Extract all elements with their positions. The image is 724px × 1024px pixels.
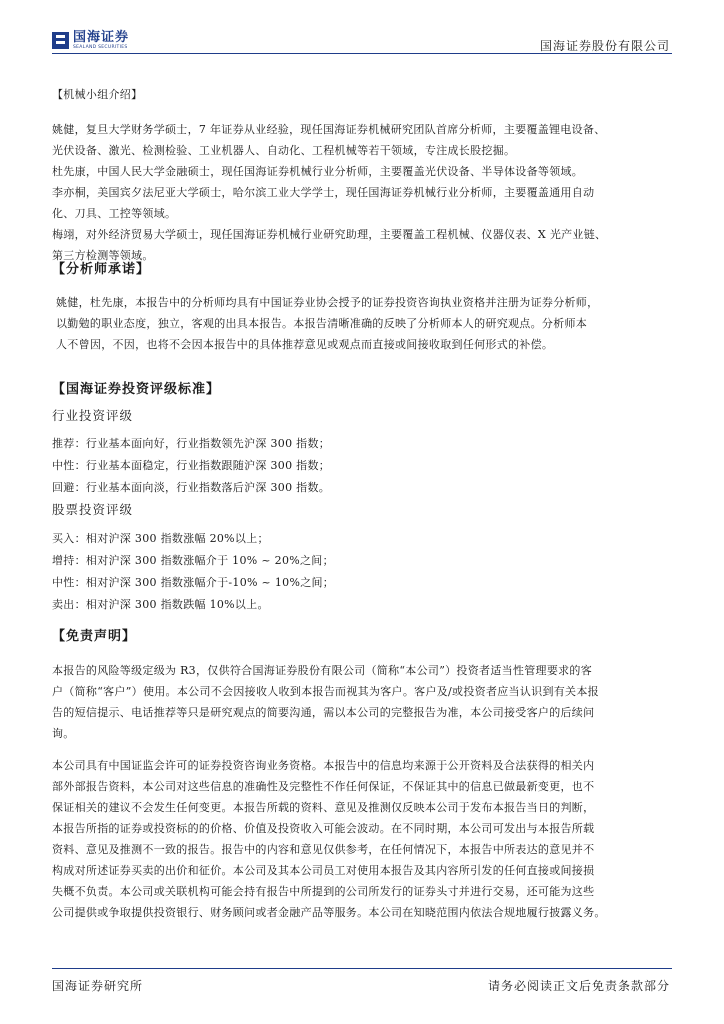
company-logo — [52, 31, 129, 51]
logo-english-name: SEALAND SECURITIES — [73, 45, 128, 50]
text-line: 失概不负责。本公司或关联机构可能会持有报告中所提到的公司所发行的证券头寸并进行交易，还可能为这些 — [52, 885, 595, 898]
text-line: 李亦桐，美国宾夕法尼亚大学硕士，哈尔滨工业大学学士，现任国海证券机械行业分析师，主要覆盖通用自动 — [52, 186, 595, 199]
disclaimer-title: 【免责声明】 — [52, 629, 137, 644]
list-item: 推荐：行业基本面向好，行业指数领先沪深 300 指数； — [52, 437, 331, 450]
text-line: 部外部报告资料，本公司对这些信息的准确性及完整性不作任何保证，不保证其中的信息已做最新变更，也不 — [52, 780, 595, 793]
text-line: 第三方检测等领域。 — [52, 249, 154, 262]
text-line: 告的短信提示、电话推荐等只是研究观点的简要沟通，需以本公司的完整报告为准，本公司接受客户的后续问 — [52, 706, 595, 719]
footer-divider — [52, 968, 672, 969]
list-item: 中性：相对沪深 300 指数涨幅介于-10% ~ 10%之间； — [52, 576, 335, 589]
text-line: 姚健，复旦大学财务学硕士，7 年证券从业经验，现任国海证券机械研究团队首席分析师，主要覆盖锂电设备、 — [52, 123, 606, 136]
text-line: 以勤勉的职业态度，独立，客观的出具本报告。本报告清晰准确的反映了分析师本人的研究观点。分析师本 — [56, 317, 588, 330]
list-item: 回避：行业基本面向淡，行业指数落后沪深 300 指数。 — [52, 481, 331, 494]
header-divider — [52, 53, 672, 54]
text-line: 构成对所述证券买卖的出价和征价。本公司及其本公司员工对使用本报告及其内容所引发的任何直接或间接损 — [52, 864, 595, 877]
text-line: 本公司具有中国证监会许可的证券投资咨询业务资格。本报告中的信息均来源于公开资料及合法获得的相关内 — [52, 759, 595, 772]
text-line: 保证相关的建议不会发生任何变更。本报告所载的资料、意见及推测仅反映本公司于发布本报告当日的判断， — [52, 801, 595, 814]
text-line: 本报告所指的证券或投资标的的价格、价值及投资收入可能会波动。在不同时期，本公司可发出与本报告所载 — [52, 822, 595, 835]
text-line: 资料、意见及推测不一致的报告。报告中的内容和意见仅供参考，在任何情况下，本报告中所表达的意见并不 — [52, 843, 595, 856]
industry-rating-list — [52, 433, 672, 499]
list-item: 买入：相对沪深 300 指数涨幅 20%以上； — [52, 532, 269, 545]
text-line: 公司提供或争取提供投资银行、财务顾问或者金融产品等服务。本公司在知晓范围内依法合规地履行披露义务。 — [52, 906, 606, 919]
list-item: 中性：行业基本面稳定，行业指数跟随沪深 300 指数； — [52, 459, 331, 472]
list-item: 卖出：相对沪深 300 指数跌幅 10%以上。 — [52, 598, 269, 611]
text-line: 人不曾因，不因，也将不会因本报告中的具体推荐意见或观点而直接或间接收取到任何形式的补偿。 — [56, 338, 554, 351]
text-line: 询。 — [52, 727, 75, 740]
footer-institute: 国海证券研究所 — [52, 979, 144, 993]
text-line: 化、刀具、工控等领域。 — [52, 207, 177, 220]
footer-notice: 请务必阅读正文后免责条款部分 — [487, 979, 670, 993]
rating-standard-title: 【国海证券投资评级标准】 — [52, 382, 221, 397]
team-intro-title: 【机械小组介绍】 — [52, 88, 143, 101]
analyst-commitment-title: 【分析师承诺】 — [52, 262, 151, 277]
disclaimer-paragraph-1 — [52, 660, 672, 744]
logo-mark-icon — [52, 32, 69, 49]
text-line: 本报告的风险等级定级为 R3，仅供符合国海证券股份有限公司（简称“本公司”）投资者适当性管理要求的客 — [52, 664, 593, 677]
stock-rating-list — [52, 528, 672, 616]
header-company-name: 国海证券股份有限公司 — [539, 39, 670, 53]
list-item: 增持：相对沪深 300 指数涨幅介于 10% ~ 20%之间； — [52, 554, 334, 567]
stock-rating-title: 股票投资评级 — [52, 502, 134, 517]
text-line: 光伏设备、激光、检测检验、工业机器人、自动化、工程机械等若干领域，专注成长股挖掘。 — [52, 144, 516, 157]
text-line: 户（简称“客户”）使用。本公司不会因接收人收到本报告而视其为客户。客户及/或投资者应当认识到有关本报 — [52, 685, 599, 698]
team-intro-text — [52, 119, 672, 266]
text-line: 姚健，杜先康，本报告中的分析师均具有中国证券业协会授予的证券投资咨询执业资格并注册为证券分析师， — [56, 296, 599, 309]
text-line: 梅翊，对外经济贸易大学硕士，现任国海证券机械行业研究助理，主要覆盖工程机械、仪器仪表、X 光产业链、 — [52, 228, 607, 241]
industry-rating-title: 行业投资评级 — [52, 408, 134, 423]
analyst-commitment-text — [56, 292, 676, 355]
text-line: 杜先康，中国人民大学金融硕士，现任国海证券机械行业分析师，主要覆盖光伏设备、半导体设备等领域。 — [52, 165, 584, 178]
disclaimer-paragraph-2 — [52, 755, 672, 923]
logo-name: 国海证券 — [73, 30, 130, 45]
